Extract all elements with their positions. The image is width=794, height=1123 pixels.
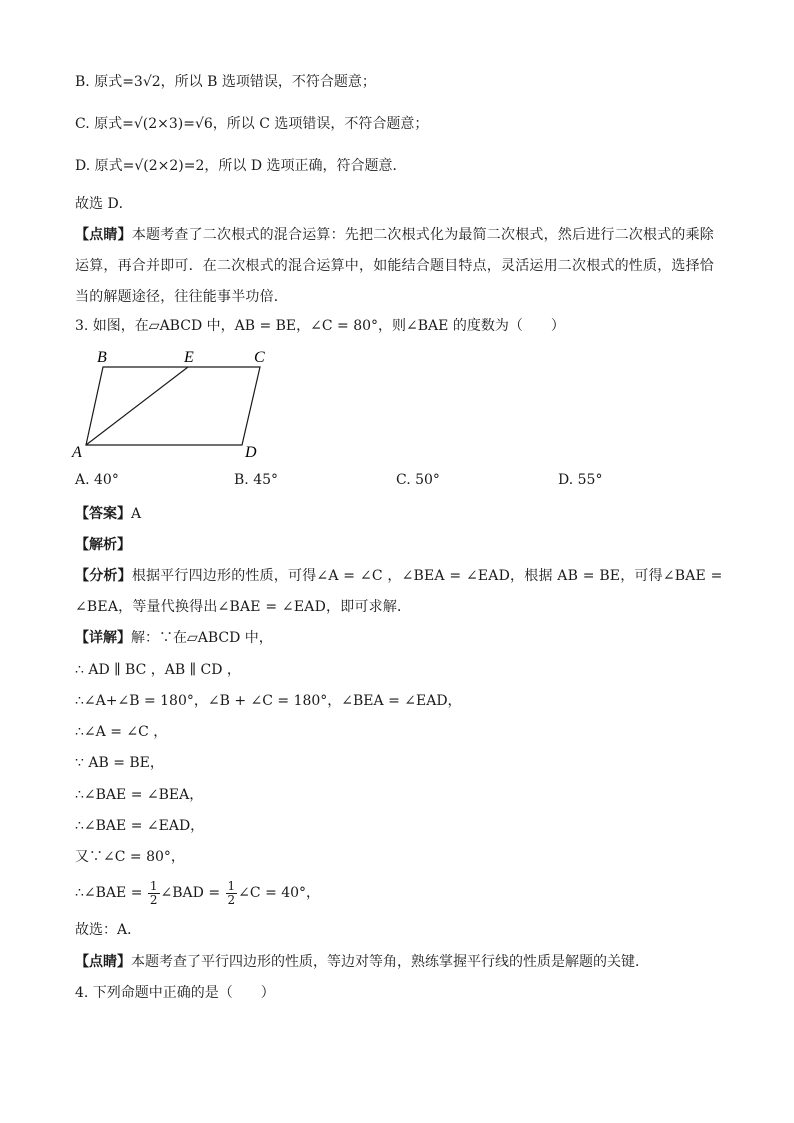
answer-label: 【答案】 <box>75 506 131 522</box>
jiexi-label-text: 【解析】 <box>75 537 131 553</box>
choice-b: B. 45° <box>234 472 279 488</box>
option-d-line: D. 原式=√(2×2)=2，所以 D 选项正确，符合题意． <box>75 158 407 174</box>
label-e: E <box>184 349 194 366</box>
step-7: 又∵∠C = 80°， <box>75 849 185 865</box>
fraction-half-2 <box>226 880 238 907</box>
xiangjie-text: 解：∵在▱ABCD 中， <box>131 630 273 646</box>
step-1: ∴ AD ∥ BC ，AB ∥ CD ， <box>75 662 241 678</box>
option-c-line: C. 原式=√(2×3)=√6，所以 C 选项错误，不符合题意； <box>75 116 429 132</box>
choose-a-line: 故选：A． <box>75 922 142 938</box>
step-4: ∵ AB = BE， <box>75 755 164 771</box>
label-c: C <box>254 349 265 366</box>
dianjing-2-text: 本题考查了平行四边形的性质，等边对等角，熟练掌握平行线的性质是解题的关键． <box>131 954 649 970</box>
step-8 <box>75 876 735 910</box>
step-2: ∴∠A+∠B = 180°，∠B + ∠C = 180°，∠BEA = ∠EAD， <box>75 693 462 709</box>
parallelogram-diagram <box>70 345 290 460</box>
step-8-post: ∠C = 40°， <box>238 885 321 901</box>
step-6: ∴∠BAE = ∠EAD， <box>75 818 205 834</box>
question-4: 4. 下列命题中正确的是（ ） <box>75 985 275 1001</box>
choice-a: A. 40° <box>75 472 119 488</box>
option-b-line: B. 原式=3√2，所以 B 选项错误，不符合题意； <box>75 74 376 90</box>
fraction-half-1 <box>148 880 160 907</box>
dianjing-1-paragraph <box>75 220 725 313</box>
segment-ae <box>86 367 188 445</box>
xiangjie-label: 【详解】 <box>75 630 131 646</box>
choice-d: D. 55° <box>558 472 603 488</box>
question-3: 3. 如图，在▱ABCD 中，AB = BE，∠C = 80°，则∠BAE 的度数为（ ） <box>75 318 565 334</box>
label-b: B <box>97 349 107 366</box>
dianjing-2-label: 【点睛】 <box>75 954 131 970</box>
dianjing-1-text: 本题考查了二次根式的混合运算：先把二次根式化为最简二次根式，然后进行二次根式的乘除运算，再合并即可．在二次根式的混合运算中，如能结合题目特点，灵活运用二次根式的性质，选择恰当的解题途径，往往能事半功倍． <box>75 227 715 305</box>
choice-c: C. 50° <box>396 472 440 488</box>
step-8-pre: ∴∠BAE = <box>75 885 143 901</box>
label-a: A <box>72 444 82 460</box>
fraction-numerator: 1 <box>149 878 158 893</box>
fraction-denominator: 2 <box>149 892 158 907</box>
parallelogram-figure <box>70 345 290 460</box>
label-d: D <box>245 444 257 460</box>
step-5: ∴∠BAE = ∠BEA， <box>75 787 204 803</box>
jiexi-label <box>75 535 735 555</box>
step-8-mid: ∠BAD = <box>160 885 221 901</box>
dianjing-2-line <box>75 952 735 972</box>
xiangjie-line <box>75 628 735 648</box>
answer-value: A <box>131 506 142 522</box>
fenxi-label: 【分析】 <box>75 568 132 584</box>
answer-line <box>75 504 735 524</box>
fraction-numerator: 1 <box>227 878 236 893</box>
fraction-denominator: 2 <box>227 892 236 907</box>
fenxi-paragraph <box>75 561 725 623</box>
fenxi-text: 根据平行四边形的性质，可得∠A = ∠C ，∠BEA = ∠EAD，根据 AB = BE，可得∠BAE = ∠BEA，等量代换得出∠BAE = ∠EAD，即可求解． <box>75 568 723 615</box>
dianjing-1-label: 【点睛】 <box>75 227 132 243</box>
choose-d-line: 故选 D． <box>75 196 133 212</box>
step-3: ∴∠A = ∠C ， <box>75 724 168 740</box>
